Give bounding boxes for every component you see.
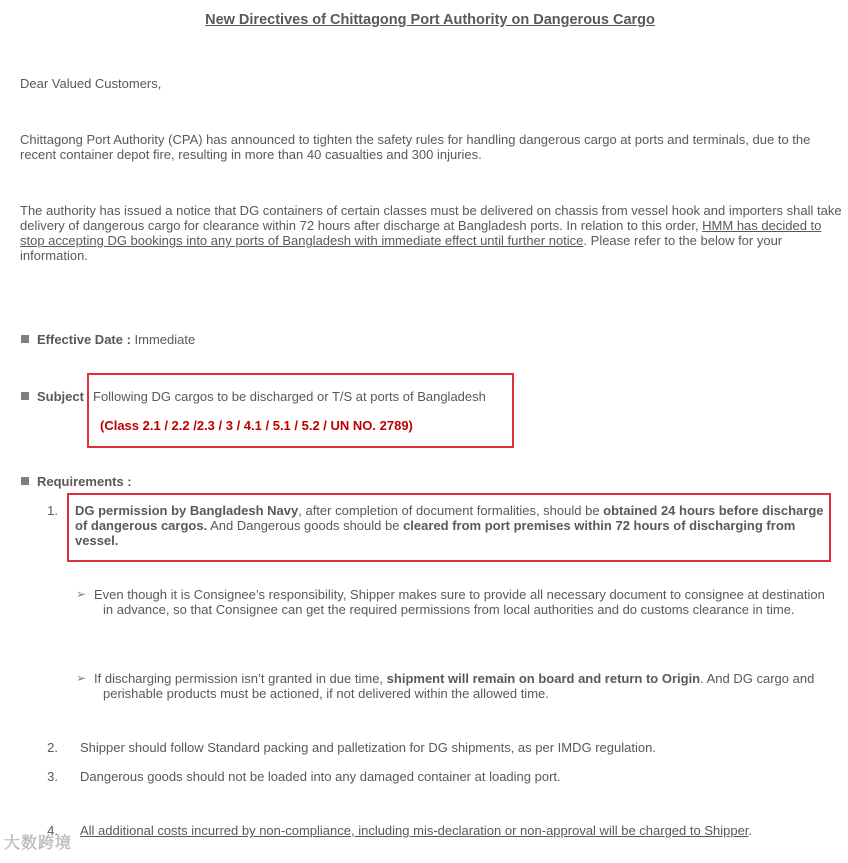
arrow-bullet-icon: ➢ xyxy=(76,671,87,685)
item-1-text xyxy=(75,503,825,548)
effective-date-row xyxy=(21,332,195,347)
watermark-logo: 大数跨境 xyxy=(4,835,73,852)
sub-item-2-text xyxy=(94,671,844,701)
effective-date-value: Immediate xyxy=(130,332,196,347)
item-2-text: Shipper should follow Standard packing and palletization for DG shipments, as per IMDG regulation. xyxy=(80,740,656,755)
item-2-number: 2. xyxy=(47,740,58,755)
sub-item-2-body xyxy=(94,671,844,701)
item-1-bold-3: cleared from port premises within 72 hours of discharging from vessel. xyxy=(75,518,796,548)
subject-label: Subject xyxy=(37,389,84,404)
requirements-row xyxy=(21,474,132,489)
item-4-text xyxy=(80,823,752,838)
sub-item-2-text-2: . And DG cargo and perishable products must be actioned, if not delivered within the allowed time. xyxy=(103,671,815,701)
intro-paragraph: Chittagong Port Authority (CPA) has announced to tighten the safety rules for handling dangerous cargo at ports and terminals, due to the recent container depot fire, resulting in more than 40 casualties and 300 injuries. xyxy=(20,132,811,162)
square-bullet-icon xyxy=(21,477,29,485)
greeting: Dear Valued Customers, xyxy=(20,76,162,91)
sub-item-2-text-1: If discharging permission isn’t granted in due time, xyxy=(94,671,387,686)
item-1-number: 1. xyxy=(47,503,58,518)
effective-date-label: Effective Date : xyxy=(37,332,131,347)
subject-highlight-box xyxy=(87,373,514,448)
square-bullet-icon xyxy=(21,335,29,343)
item-4-number: 4. xyxy=(47,823,58,838)
notice-paragraph xyxy=(20,203,842,263)
sub-item-1-body: Even though it is Consignee’s responsibility, Shipper makes sure to provide all necessary document to consignee at destination in advance, so that Consignee can get the required permissions from local authorities and do customs clearance in time. xyxy=(94,587,825,617)
item-4-underlined-text: All additional costs incurred by non-compliance, including mis-declaration or non-approval will be charged to Shipper xyxy=(80,823,749,838)
item-3-text: Dangerous goods should not be loaded into any damaged container at loading port. xyxy=(80,769,561,784)
item-4-period: . xyxy=(748,823,753,838)
subject-classes: (Class 2.1 / 2.2 /2.3 / 3 / 4.1 / 5.1 / 5.2 / UN NO. 2789) xyxy=(100,418,413,433)
subject-row xyxy=(21,389,84,404)
notice-text-b: . Please refer to the below for your information. xyxy=(20,233,783,263)
notice-underlined-text: HMM has decided to stop accepting DG bookings into any ports of Bangladesh with immediate effect until further notice xyxy=(20,218,822,248)
item-3-number: 3. xyxy=(47,769,58,784)
requirements-label: Requirements : xyxy=(37,474,132,489)
sub-item-2-bold: shipment will remain on board and return to Origin xyxy=(386,671,701,686)
item-1-bold-1: DG permission by Bangladesh Navy xyxy=(75,503,299,518)
item-1-bold-2: obtained 24 hours before discharge of dangerous cargos. xyxy=(75,503,824,533)
item-1-text-2: And Dangerous goods should be xyxy=(207,518,404,533)
sub-item-1-text xyxy=(94,587,834,617)
notice-text-a: The authority has issued a notice that DG containers of certain classes must be delivered on chassis from vessel hook and importers shall take delivery of dangerous cargo for clearance within 72 hours after discharge at Bangladesh ports. In relation to this order, xyxy=(20,203,842,233)
item-1-text-1: , after completion of document formalities, should be xyxy=(298,503,604,518)
document-title: New Directives of Chittagong Port Authority on Dangerous Cargo xyxy=(205,12,655,28)
square-bullet-icon xyxy=(21,392,29,400)
subject-value: Following DG cargos to be discharged or T/S at ports of Bangladesh xyxy=(93,389,486,404)
arrow-bullet-icon: ➢ xyxy=(76,587,87,601)
